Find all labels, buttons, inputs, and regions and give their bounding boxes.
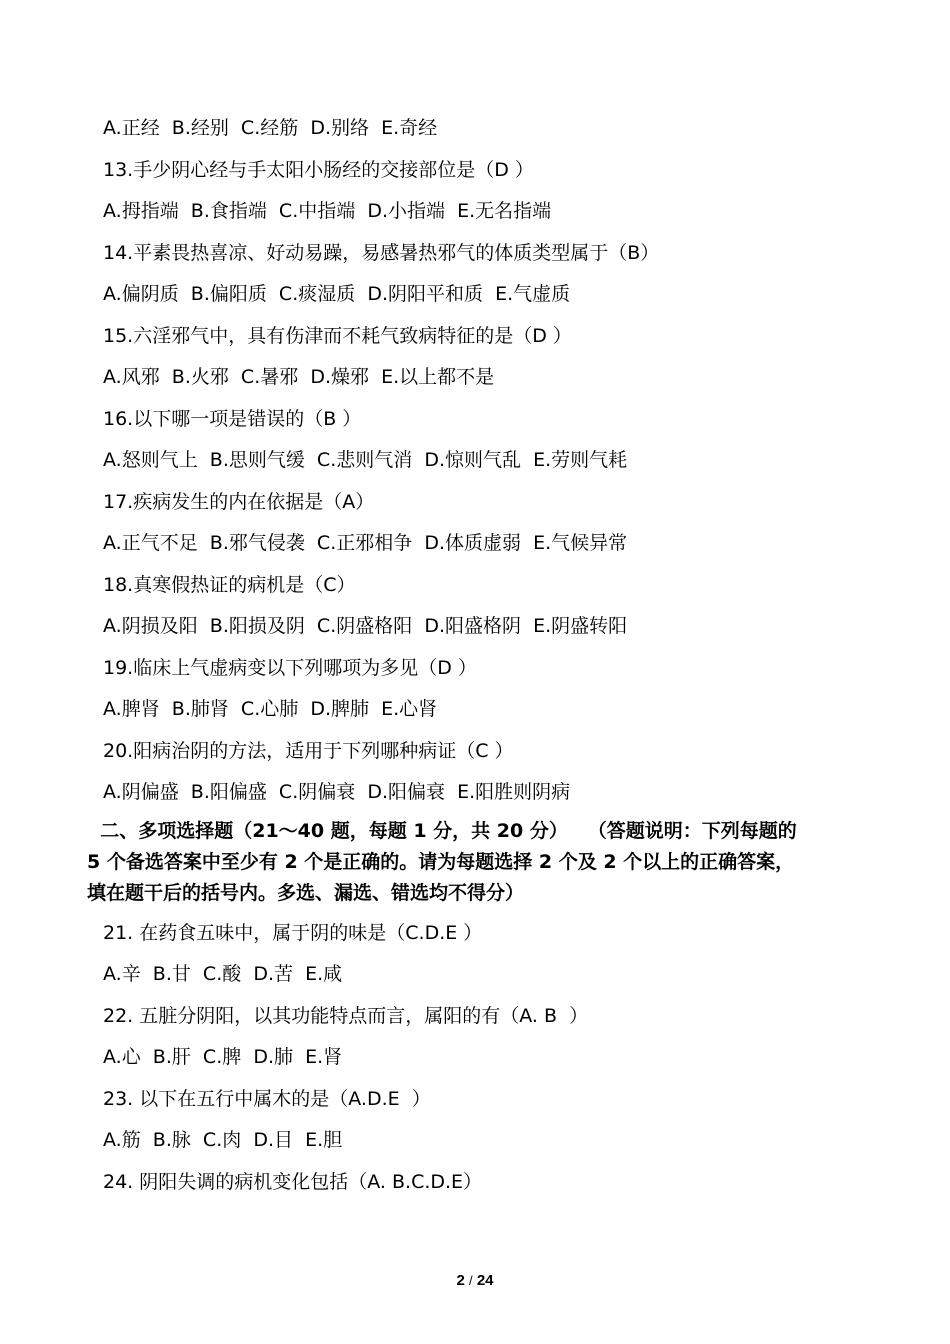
options-q14: A.偏阴质 B.偏阳质 C.痰湿质 D.阴阳平和质 E.气虚质	[103, 283, 571, 305]
question-24: 24. 阴阳失调的病机变化包括（A. B.C.D.E）	[103, 1170, 483, 1193]
question-14: 14.平素畏热喜凉、好动易躁，易感暑热邪气的体质类型属于（B）	[103, 241, 660, 264]
options-q18: A.阴损及阳 B.阳损及阴 C.阴盛格阳 D.阳盛格阴 E.阴盛转阳	[103, 615, 628, 637]
question-19: 19.临床上气虚病变以下列哪项为多见（D ）	[103, 656, 477, 679]
question-23: 23. 以下在五行中属木的是（A.D.E ）	[103, 1087, 431, 1110]
options-q23: A.筋 B.脉 C.肉 D.目 E.胆	[103, 1129, 343, 1151]
options-q16: A.怒则气上 B.思则气缓 C.悲则气消 D.惊则气乱 E.劳则气耗	[103, 449, 628, 471]
options-q20: A.阴偏盛 B.阳偏盛 C.阴偏衰 D.阳偏衰 E.阳胜则阴病	[103, 781, 571, 803]
page-number	[0, 1272, 950, 1289]
question-13: 13.手少阴心经与手太阳小肠经的交接部位是（D ）	[103, 158, 534, 181]
section-heading-line-3: 填在题干后的括号内。多选、漏选、错选均不得分）	[87, 881, 525, 904]
page-current: 2	[456, 1272, 465, 1289]
options-q22: A.心 B.肝 C.脾 D.肺 E.肾	[103, 1046, 343, 1068]
question-18: 18.真寒假热证的病机是（C）	[103, 573, 356, 596]
page-separator: /	[469, 1273, 473, 1288]
section-heading-line-1: 二、多项选择题（21～40 题，每题 1 分，共 20 分） （答题说明：下列每题的	[87, 819, 797, 842]
options-q17: A.正气不足 B.邪气侵袭 C.正邪相争 D.体质虚弱 E.气候异常	[103, 532, 628, 554]
question-17: 17.疾病发生的内在依据是（A）	[103, 490, 375, 513]
question-21: 21. 在药食五味中，属于阴的味是（C.D.E ）	[103, 921, 483, 944]
question-22: 22. 五脏分阴阳，以其功能特点而言，属阳的有（A. B ）	[103, 1004, 589, 1027]
section-heading-multiple-choice	[87, 814, 877, 913]
options-q13: A.拇指端 B.食指端 C.中指端 D.小指端 E.无名指端	[103, 200, 552, 222]
page-total: 24	[476, 1272, 494, 1289]
options-q15: A.风邪 B.火邪 C.暑邪 D.燥邪 E.以上都不是	[103, 366, 495, 388]
document-body	[87, 108, 893, 1203]
question-20: 20.阳病治阴的方法，适用于下列哪种病证（C ）	[103, 739, 514, 762]
options-q19: A.脾肾 B.肺肾 C.心肺 D.脾肺 E.心肾	[103, 698, 438, 720]
options-q21: A.辛 B.甘 C.酸 D.苦 E.咸	[103, 963, 343, 985]
question-15: 15.六淫邪气中，具有伤津而不耗气致病特征的是（D ）	[103, 324, 572, 347]
question-16: 16.以下哪一项是错误的（B ）	[103, 407, 362, 430]
section-heading-line-2: 5 个备选答案中至少有 2 个是正确的。请为每题选择 2 个及 2 个以上的正确答案，	[87, 850, 795, 873]
option-line-q12: A.正经 B.经别 C.经筋 D.别络 E.奇经	[103, 117, 438, 139]
